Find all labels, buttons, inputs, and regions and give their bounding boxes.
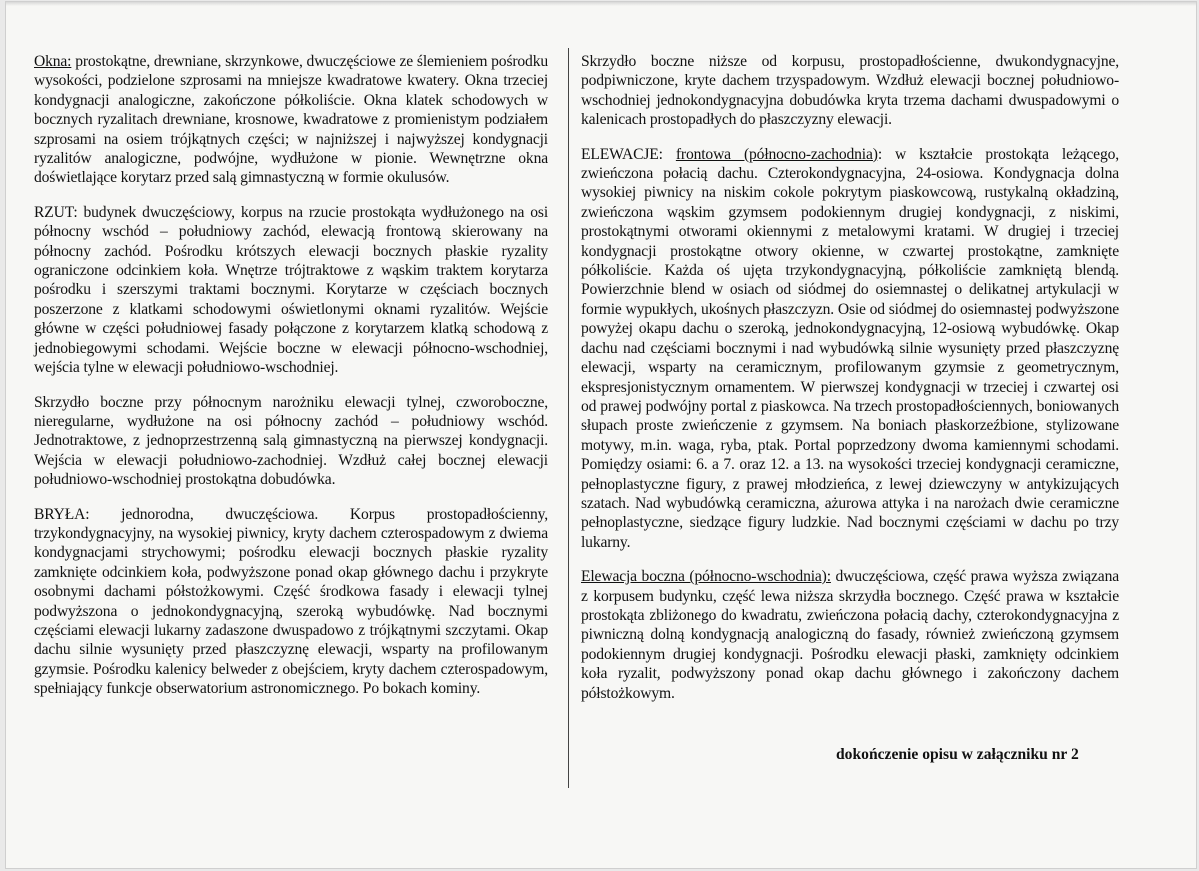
elewacja-boczna-label: Elewacja boczna (północno-wschodnia):: [581, 568, 831, 586]
paragraph-rzut: RZUT: budynek dwuczęściowy, korpus na rzucie prostokąta wydłużonego na osi północny wschód – południowy zachód, elewacją frontową skierowany na północny zachód. Pośrodku krótszych elewacji bocznych płaskie ryzality ograniczone odcinkiem koła. Wnętrze trójtraktowe z wąskim traktem korytarza pośrodku i szerszymi traktami bocznymi. Korytarze w częściach bocznych poszerzone z klatkami schodowymi oświetlonymi oknami ryzalitów. Wejście główne w części południowej fasady połączone z korytarzem klatką schodową z jednobiegowymi schodami. Wejście boczne w elewacji północno-wschodniej, wejścia tylne w elewacji południowo-wschodniej.: [34, 203, 548, 377]
paragraph-skrzydlo: Skrzydło boczne przy północnym narożniku elewacji tylnej, czworoboczne, nieregularne, wydłużone na osi północny zachód – południowy wschód. Jednotraktowe, z jednoprzestrzenną salą gimnastyczną na pierwszej kondygnacji. Wejścia w elewacji południowo-zachodniej. Wzdłuż całej bocznej elewacji południowo-wschodniej prostokątna dobudówka.: [34, 393, 548, 489]
paragraph-bryla: BRYŁA: jednorodna, dwuczęściowa. Korpus prostopadłościenny, trzykondygnacyjny, na wysokiej piwnicy, kryty dachem czterospadowym z dwiema kondygnacjami strychowymi; pośrodku elewacji bocznych płaskie ryzality zamknięte odcinkiem koła, podwyższone ponad okap głównego dachu i przykryte osobnymi dachami półstożkowymi. Część środkowa fasady i elewacji tylnej podwyższona o jednokondygnacyjną, szeroką wybudówkę. Nad bocznymi częściami elewacji lukarny zadaszone dwuspadowo z trójkątnymi szczytami. Okap dachu silnie wysunięty przed płaszczyznę elewacji, wsparty na profilowanym gzymsie. Pośrodku kalenicy belweder z obejściem, kryty dachem czterospadowym, spełniający funkcje obserwatorium astronomicznego. Po bokach kominy.: [34, 505, 548, 698]
elewacje-label: ELEWACJE:: [581, 145, 663, 163]
elewacje-frontowa-label: frontowa (północno-zachodnia): [675, 145, 878, 163]
paragraph-okna: [34, 52, 548, 188]
elewacja-boczna-text: dwuczęściowa, część prawa wyższa związana z korpusem budynku, część lewa niższa skrzydła bocznego. Część prawa w kształcie prostokąta zbliżonego do kwadratu, zwieńczona połacią dachy, czterokondygnacyjna z piwniczną dolną kondygnacją analogiczną do fasady, również zwieńczoną gzymsem podokiennym drugiej kondygnacji. Pośrodku elewacji płaski, zamknięty odcinkiem koła ryzalit, podwyższony ponad okap dachu głównego i zakończony dachem półstożkowym.: [581, 568, 1119, 702]
scan-edge: [6, 2, 1196, 6]
continuation-note: dokończenie opisu w załączniku nr 2: [836, 746, 1079, 763]
left-column: [34, 52, 548, 714]
paragraph-elewacja-boczna: [581, 567, 1119, 703]
okna-text: prostokątne, drewniane, skrzynkowe, dwuczęściowe ze ślemieniem pośrodku wysokości, podzielone szprosami na mniejsze kwadratowe kwatery. Okna trzeciej kondygnacji analogiczne, zakończone półkoliście. Okna klatek schodowych w bocznych ryzalitach drewniane, krosnowe, kwadratowe z promienistym podziałem szprosami na osiem trójkątnych części; w najniższej i najwyższej kondygnacji ryzalitów analogiczne, podwójne, wydłużone w pionie. Wewnętrzne okna doświetlające korytarz przed salą gimnastyczną w formie okulusów.: [34, 53, 548, 187]
right-column: [581, 52, 1119, 718]
elewacje-text: : w kształcie prostokąta leżącego, zwieńczona połacią dachu. Czterokondygnacyjna, 24-osiowa. Kondygnacja dolna wysokiej piwnicy na niskim cokole pokrytym piaskowcową, rustykalną okładziną, zwieńczona wąskim gzymsem podokiennym drugiej kondygnacji, z niskimi, prostokątnymi otworami okiennymi z metalowymi kratami. W drugiej i trzeciej kondygnacji prostokątne otwory okienne, w czwartej prostokątne, zamknięte półkoliście. Każda oś ujęta trzykondygnacyjną, półkoliście zamkniętą blendą. Powierzchnie blend w osiach od siódmej do osiemnastej o delikatnej artykulacji w formie wypukłych, ukośnych płaszczyzn. Osie od siódmej do osiemnastej podwyższone powyżej okapu dachu o szeroką, jednokondygnacyjną, 12-osiową wybudówkę. Okap dachu nad częściami bocznymi i nad wybudówką silnie wysunięty przed płaszczyznę elewacji, wsparty na ceramicznym, profilowanym gzymsie z geometrycznym, ekspresjonistycznym ornamentem. W pierwszej kondygnacji w trzeciej i czwartej osi od prawej podwójny portal z piaskowca. Na trzech prostopadłościennych, boniowanych słupach proste zwieńczenie z gzymsem. Na boniach płaskorzeźbione, stylizowane motywy, m.in. waga, ryba, ptak. Portal poprzedzony dwoma kamiennymi schodami. Pomiędzy osiami: 6. a 7. oraz 12. a 13. na wysokości trzeciej kondygnacji ceramiczne, pełnoplastyczne figury, z prawej młodzieńca, z lewej dziewczyny w antykizujących szatach. Nad wybudówką ceramiczna, ażurowa attyka i na narożach dwie ceramiczne pełnoplastyczne, siedzące figury ludzkie. Nad bocznymi częściami w dachu po trzy lukarny.: [581, 145, 1119, 551]
okna-label: Okna:: [34, 53, 72, 70]
column-divider: [568, 48, 569, 788]
paragraph-elewacje: [581, 145, 1119, 553]
paragraph-skrzydlo-2: Skrzydło boczne niższe od korpusu, prostopadłościenne, dwukondygnacyjne, podpiwniczone, kryte dachem trzyspadowym. Wzdłuż elewacji bocznej południowo-wschodniej jednokondygnacyjna dobudówka kryta trzema dachami dwuspadowymi o kalenicach prostopadłych do płaszczyzny elewacji.: [581, 53, 1119, 129]
scanned-page: [6, 2, 1196, 868]
